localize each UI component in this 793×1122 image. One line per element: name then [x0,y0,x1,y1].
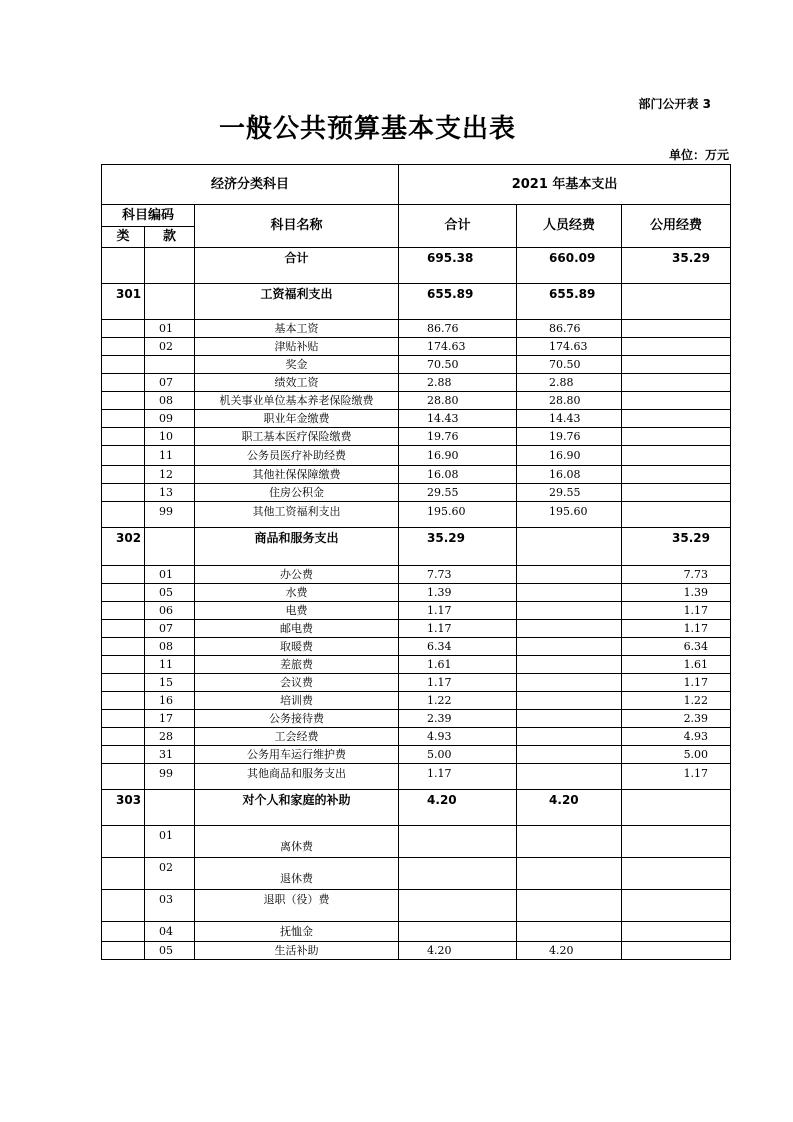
row-total: 86.76 [399,320,517,338]
section-lei: 301 [102,284,145,320]
section-total: 4.20 [399,790,517,826]
row-name: 其他工资福利支出 [195,502,399,528]
row-personnel [517,710,622,728]
row-public: 1.61 [622,656,731,674]
row-lei [102,692,145,710]
row-kuan: 08 [145,638,195,656]
table-row [102,320,731,338]
row-personnel [517,746,622,764]
row-lei [102,320,145,338]
row-personnel: 70.50 [517,356,622,374]
row-name: 会议费 [195,674,399,692]
row-total [399,890,517,922]
row-name: 公务接待费 [195,710,399,728]
row-personnel [517,620,622,638]
table-row [102,428,731,446]
section-total: 35.29 [399,528,517,566]
row-public [622,502,731,528]
row-public [622,826,731,858]
row-personnel [517,764,622,790]
row-public: 4.93 [622,728,731,746]
row-public [622,410,731,428]
row-total: 19.76 [399,428,517,446]
row-kuan: 02 [145,338,195,356]
row-lei [102,826,145,858]
row-kuan: 12 [145,466,195,484]
row-name: 基本工资 [195,320,399,338]
row-personnel [517,674,622,692]
table-row [102,764,731,790]
row-kuan: 01 [145,566,195,584]
row-name: 邮电费 [195,620,399,638]
row-name: 办公费 [195,566,399,584]
row-name: 离休费 [195,826,399,858]
row-lei [102,602,145,620]
table-row [102,922,731,942]
row-name: 津贴补贴 [195,338,399,356]
row-public [622,356,731,374]
row-kuan: 01 [145,826,195,858]
row-total: 4.20 [399,942,517,960]
row-name: 电费 [195,602,399,620]
row-total: 1.39 [399,584,517,602]
row-public: 1.17 [622,602,731,620]
row-total: 29.55 [399,484,517,502]
row-public [622,392,731,410]
row-name: 培训费 [195,692,399,710]
row-public [622,922,731,942]
row-kuan: 99 [145,764,195,790]
row-lei [102,638,145,656]
row-total: 5.00 [399,746,517,764]
grand-total-row [102,248,731,284]
row-lei [102,764,145,790]
row-name: 公务员医疗补助经费 [195,446,399,466]
row-total: 16.90 [399,446,517,466]
row-kuan: 06 [145,602,195,620]
table-row [102,584,731,602]
row-public [622,466,731,484]
row-personnel: 4.20 [517,942,622,960]
row-total: 4.93 [399,728,517,746]
row-public [622,446,731,466]
row-total: 1.17 [399,620,517,638]
row-personnel: 14.43 [517,410,622,428]
row-kuan: 99 [145,502,195,528]
row-lei [102,374,145,392]
row-public: 1.22 [622,692,731,710]
table-row [102,656,731,674]
row-lei [102,446,145,466]
row-kuan: 01 [145,320,195,338]
section-row [102,284,731,320]
row-personnel [517,858,622,890]
row-total: 16.08 [399,466,517,484]
page-title: 一般公共预算基本支出表 [218,114,516,144]
table-row [102,728,731,746]
row-personnel: 174.63 [517,338,622,356]
row-total [399,922,517,942]
lei-header: 类 [102,227,145,248]
row-kuan: 31 [145,746,195,764]
row-kuan: 17 [145,710,195,728]
section-personnel: 655.89 [517,284,622,320]
row-lei [102,710,145,728]
table-number-label: 部门公开表 3 [638,97,711,111]
row-public: 1.17 [622,764,731,790]
row-total: 7.73 [399,566,517,584]
table-row [102,692,731,710]
row-name: 公务用车运行维护费 [195,746,399,764]
row-kuan: 08 [145,392,195,410]
row-kuan: 07 [145,620,195,638]
row-lei [102,890,145,922]
row-total: 70.50 [399,356,517,374]
row-total [399,826,517,858]
row-name: 奖金 [195,356,399,374]
row-total: 6.34 [399,638,517,656]
section-public [622,284,731,320]
grand-total-personnel: 660.09 [517,248,622,284]
total-header: 合计 [399,205,517,248]
row-personnel [517,922,622,942]
row-lei [102,656,145,674]
row-lei [102,466,145,484]
row-public: 5.00 [622,746,731,764]
row-total: 28.80 [399,392,517,410]
row-lei [102,356,145,374]
row-public [622,942,731,960]
row-lei [102,502,145,528]
grand-total-public: 35.29 [622,248,731,284]
row-personnel: 16.90 [517,446,622,466]
grand-total-total: 695.38 [399,248,517,284]
row-lei [102,392,145,410]
row-personnel: 28.80 [517,392,622,410]
row-public: 1.39 [622,584,731,602]
section-name: 商品和服务支出 [195,528,399,566]
row-name: 抚恤金 [195,922,399,942]
row-public: 1.17 [622,674,731,692]
row-public [622,374,731,392]
budget-table [101,164,731,960]
table-row [102,602,731,620]
table-row [102,942,731,960]
year-expense-header: 2021 年基本支出 [399,165,731,205]
section-public [622,790,731,826]
row-lei [102,858,145,890]
table-row [102,620,731,638]
row-name: 职业年金缴费 [195,410,399,428]
row-personnel [517,826,622,858]
section-name: 对个人和家庭的补助 [195,790,399,826]
econ-class-header: 经济分类科目 [102,165,399,205]
row-public: 7.73 [622,566,731,584]
row-personnel: 195.60 [517,502,622,528]
row-public [622,484,731,502]
row-lei [102,566,145,584]
row-lei [102,942,145,960]
row-name: 职工基本医疗保险缴费 [195,428,399,446]
row-lei [102,922,145,942]
table-row [102,710,731,728]
row-name: 水费 [195,584,399,602]
row-kuan: 10 [145,428,195,446]
section-name: 工资福利支出 [195,284,399,320]
grand-total-label: 合计 [195,248,399,284]
row-total: 1.17 [399,602,517,620]
name-header: 科目名称 [195,205,399,248]
row-lei [102,584,145,602]
row-total: 1.22 [399,692,517,710]
personnel-header: 人员经费 [517,205,622,248]
row-total: 174.63 [399,338,517,356]
public-header: 公用经费 [622,205,731,248]
row-personnel [517,584,622,602]
row-kuan: 15 [145,674,195,692]
section-kuan [145,284,195,320]
row-total: 1.61 [399,656,517,674]
row-personnel: 19.76 [517,428,622,446]
row-kuan: 05 [145,584,195,602]
row-kuan: 13 [145,484,195,502]
section-personnel [517,528,622,566]
row-total [399,858,517,890]
row-personnel [517,602,622,620]
row-lei [102,620,145,638]
row-name: 退职（役）费 [195,890,399,922]
table-row [102,466,731,484]
row-name: 差旅费 [195,656,399,674]
row-personnel [517,728,622,746]
row-public [622,428,731,446]
row-personnel [517,566,622,584]
row-total: 2.88 [399,374,517,392]
row-personnel: 86.76 [517,320,622,338]
row-personnel [517,656,622,674]
row-kuan: 28 [145,728,195,746]
row-personnel [517,638,622,656]
table-row [102,392,731,410]
section-row [102,528,731,566]
section-kuan [145,790,195,826]
row-kuan: 11 [145,446,195,466]
row-kuan [145,356,195,374]
table-row [102,566,731,584]
row-total: 195.60 [399,502,517,528]
table-row [102,338,731,356]
row-lei [102,338,145,356]
row-total: 2.39 [399,710,517,728]
row-personnel: 2.88 [517,374,622,392]
row-kuan: 11 [145,656,195,674]
table-row [102,826,731,858]
row-kuan: 02 [145,858,195,890]
section-lei: 303 [102,790,145,826]
row-name: 机关事业单位基本养老保险缴费 [195,392,399,410]
row-name: 住房公积金 [195,484,399,502]
row-lei [102,674,145,692]
row-name: 其他社保保障缴费 [195,466,399,484]
row-public: 6.34 [622,638,731,656]
section-personnel: 4.20 [517,790,622,826]
row-public [622,338,731,356]
row-public [622,320,731,338]
row-public: 2.39 [622,710,731,728]
row-personnel [517,890,622,922]
row-lei [102,428,145,446]
kuan-header: 款 [145,227,195,248]
row-lei [102,410,145,428]
section-public: 35.29 [622,528,731,566]
row-total: 1.17 [399,764,517,790]
section-row [102,790,731,826]
row-lei [102,484,145,502]
table-row [102,410,731,428]
row-personnel: 29.55 [517,484,622,502]
section-lei: 302 [102,528,145,566]
row-public [622,858,731,890]
row-kuan: 07 [145,374,195,392]
table-row [102,502,731,528]
table-row [102,638,731,656]
row-kuan: 04 [145,922,195,942]
row-name: 工会经费 [195,728,399,746]
row-name: 取暖费 [195,638,399,656]
table-row [102,890,731,922]
table-row [102,374,731,392]
table-row [102,746,731,764]
row-public [622,890,731,922]
row-personnel [517,692,622,710]
table-row [102,858,731,890]
table-row [102,484,731,502]
row-total: 14.43 [399,410,517,428]
row-kuan: 03 [145,890,195,922]
row-lei [102,746,145,764]
row-total: 1.17 [399,674,517,692]
table-row [102,674,731,692]
row-name: 其他商品和服务支出 [195,764,399,790]
table-row [102,446,731,466]
row-name: 退休费 [195,858,399,890]
row-kuan: 09 [145,410,195,428]
section-kuan [145,528,195,566]
row-personnel: 16.08 [517,466,622,484]
row-public: 1.17 [622,620,731,638]
section-total: 655.89 [399,284,517,320]
row-kuan: 05 [145,942,195,960]
table-row [102,356,731,374]
row-lei [102,728,145,746]
code-header: 科目编码 [102,205,195,227]
row-name: 生活补助 [195,942,399,960]
unit-label: 单位：万元 [668,148,729,162]
row-kuan: 16 [145,692,195,710]
row-name: 绩效工资 [195,374,399,392]
